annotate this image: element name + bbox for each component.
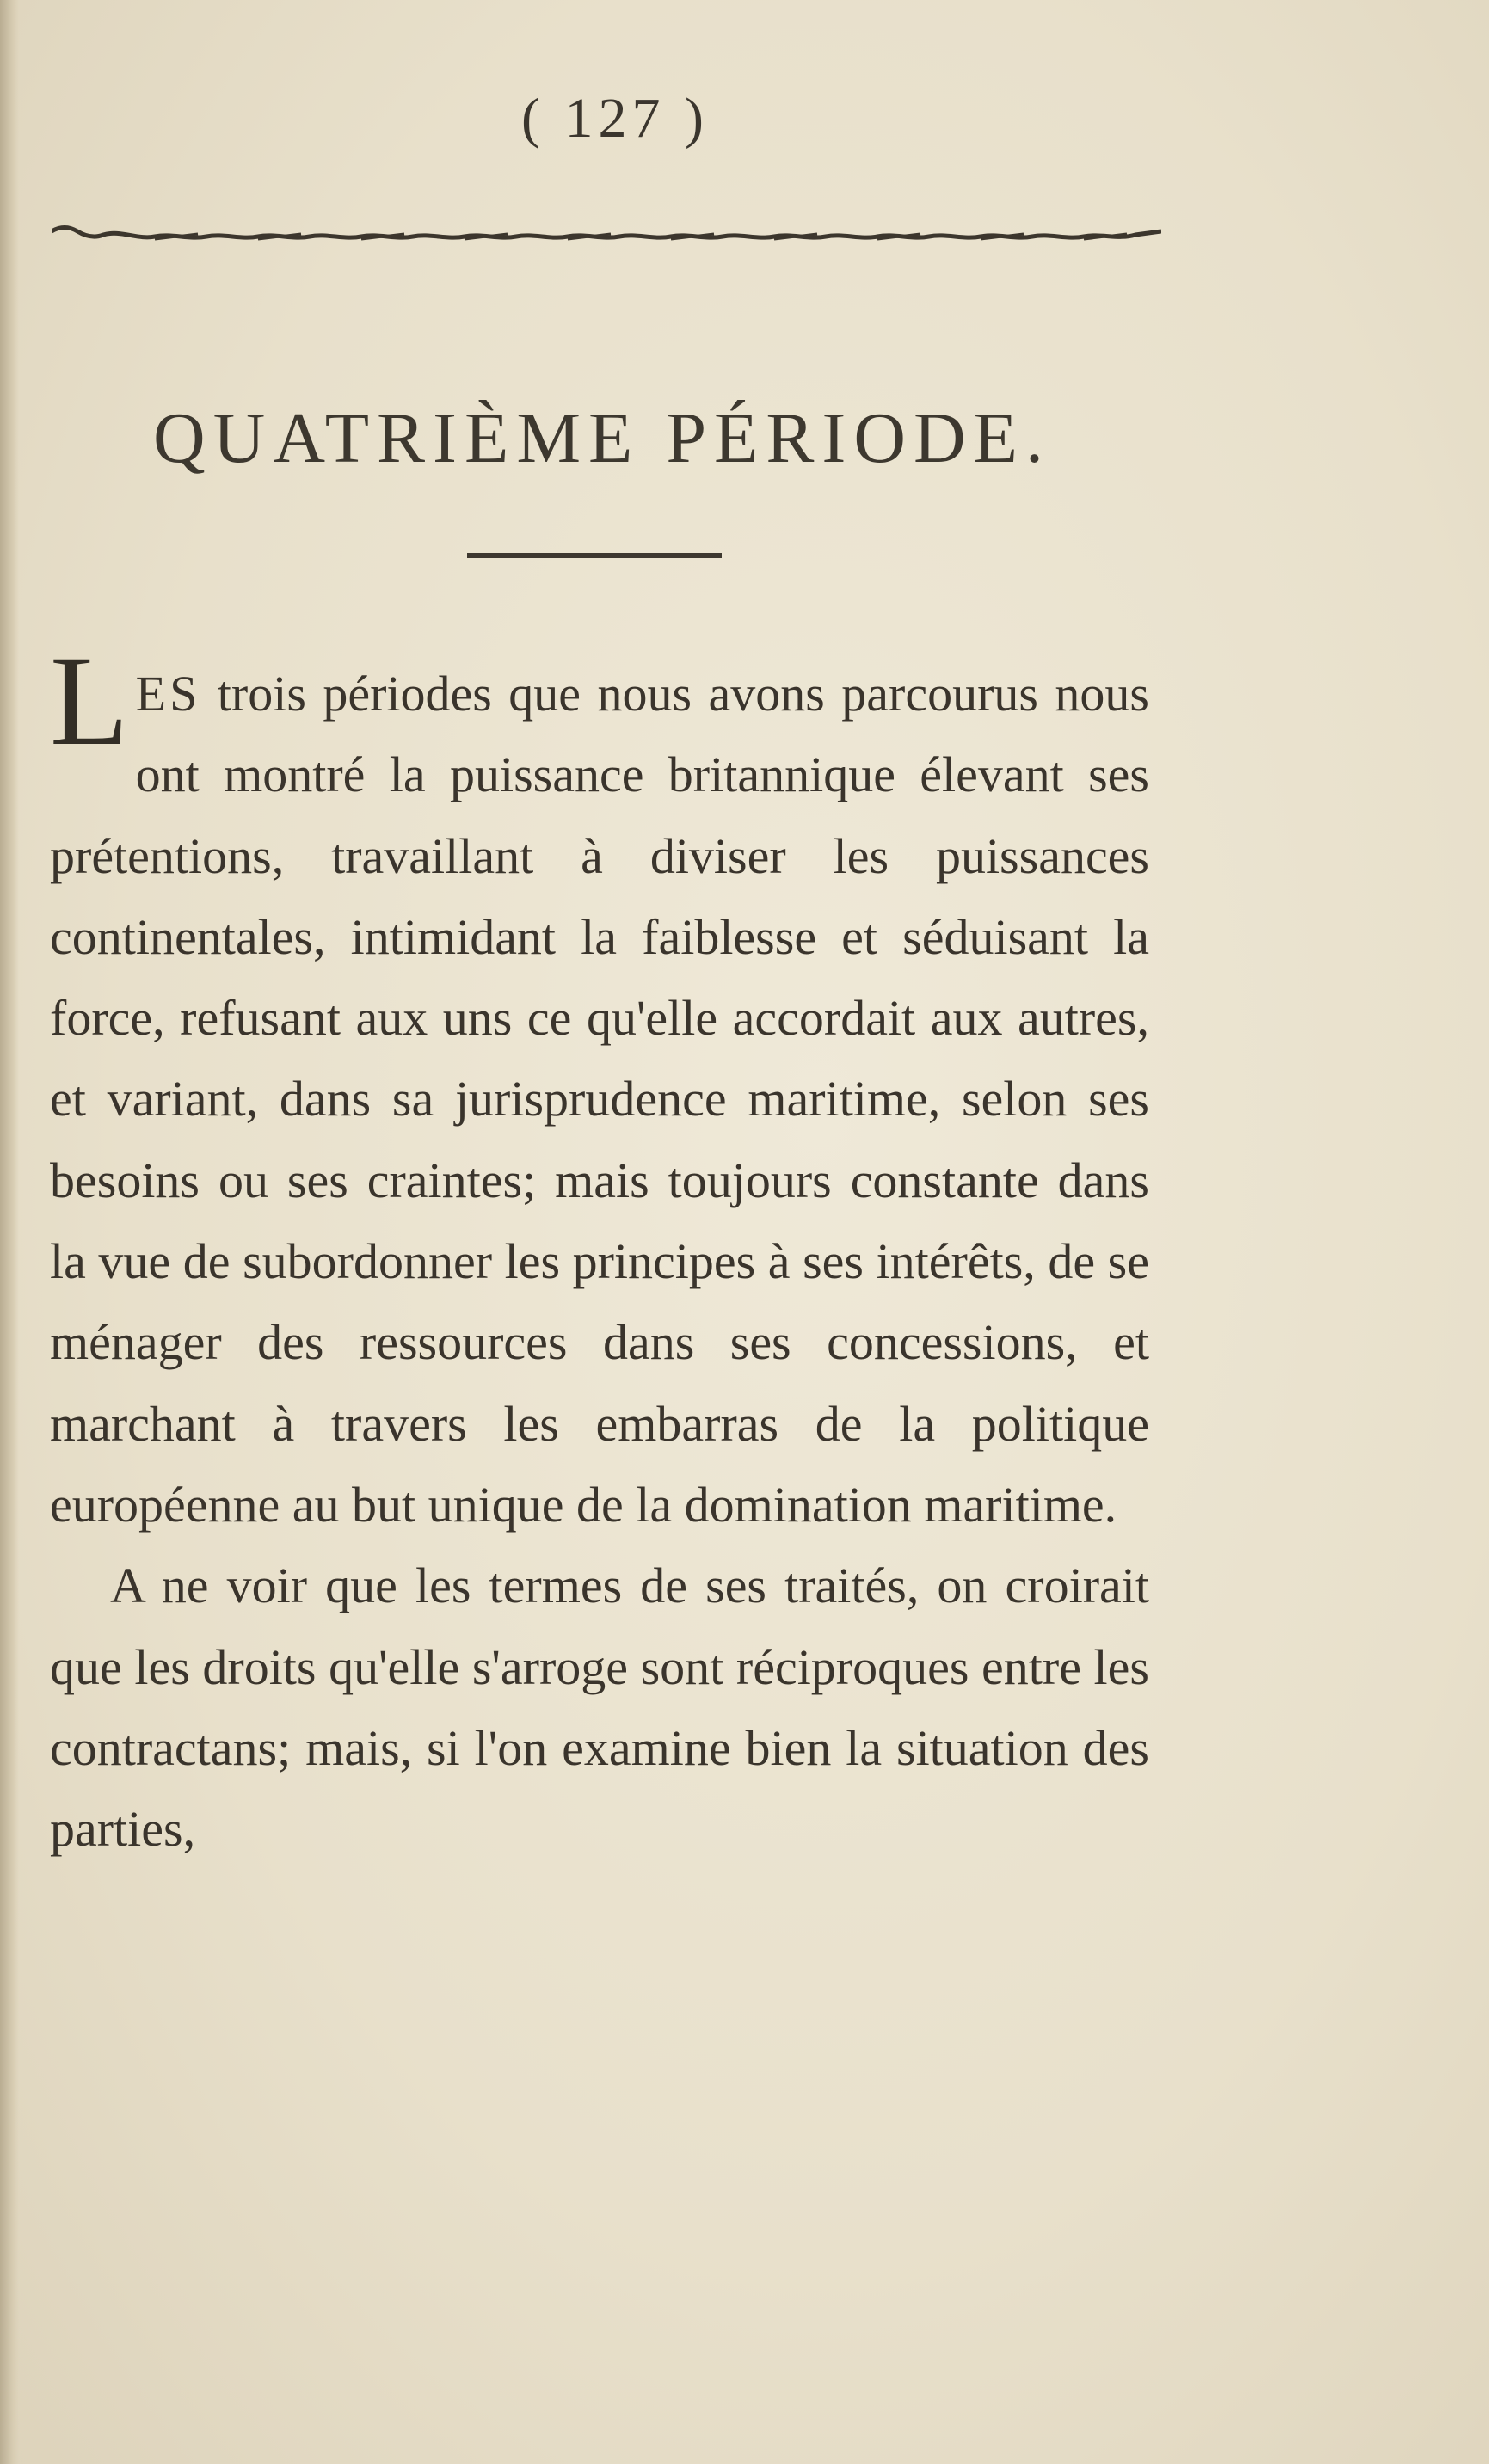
paragraph-2: A ne voir que les termes de ses traités, on croirait que les droits qu'elle s'arroge sont réciproques entre les contractans; mais, si l'on examine bien la situation des parties, — [50, 1558, 1149, 1858]
page-number: ( 127 ) — [521, 87, 709, 150]
paragraph-1-body: trois périodes que nous avons parcourus nous ont montré la puissance britannique élevant ses prétentions, travaillant à diviser les puissances continentales, intimidant la faiblesse et séduisant la force, refusant aux uns ce qu'elle accordait aux autres, et variant, dans sa jurisprudence maritime, selon ses besoins ou ses craintes; mais toujours constante dans la vue de subordonner les principes à ses intérêts, de se ménager des ressources dans ses concessions, et marchant à travers les embarras de la politique européenne au but unique de la domination maritime. — [50, 666, 1149, 1533]
page-gutter — [0, 0, 19, 2464]
ornamental-divider — [52, 219, 1161, 254]
body-text — [50, 630, 1149, 1870]
title-rule — [467, 553, 722, 558]
drop-cap: L — [50, 630, 129, 772]
paragraph-lead: ES — [135, 666, 201, 722]
section-title: QUATRIÈME PÉRIODE. — [153, 398, 1051, 479]
paragraph-1 — [50, 630, 1149, 1545]
